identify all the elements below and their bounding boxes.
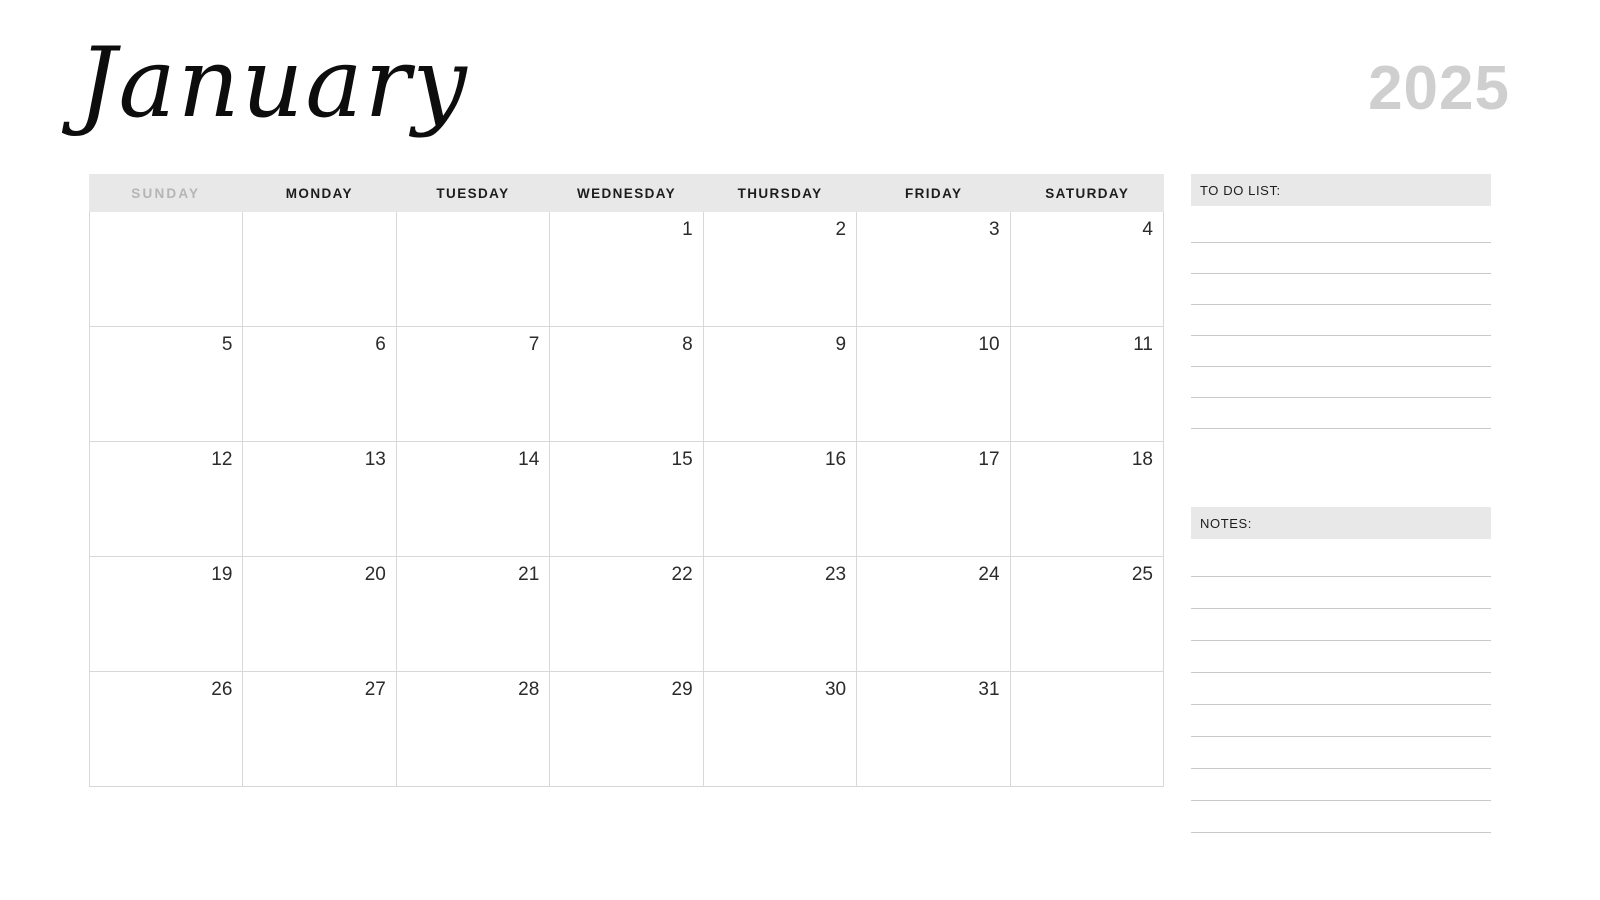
day-cell[interactable]	[704, 442, 857, 557]
weekday-sunday: SUNDAY	[131, 185, 201, 201]
day-cell[interactable]	[89, 212, 243, 327]
day-cell[interactable]	[397, 212, 550, 327]
rule-gap	[1191, 212, 1491, 242]
day-cell[interactable]	[89, 442, 243, 557]
weekday-wednesday: WEDNESDAY	[576, 185, 677, 201]
weekday-friday: FRIDAY	[904, 185, 963, 201]
page-header	[0, 0, 1600, 172]
weekday-saturday: SATURDAY	[1045, 185, 1130, 201]
day-cell[interactable]	[397, 327, 550, 442]
day-cell[interactable]	[89, 672, 243, 787]
day-number: 3	[988, 219, 1000, 240]
day-cell[interactable]	[1011, 557, 1164, 672]
weekday-monday: MONDAY	[285, 185, 353, 201]
day-cell[interactable]	[243, 557, 396, 672]
notes-block	[1191, 507, 1491, 833]
todo-list-lines[interactable]	[1191, 212, 1491, 429]
todo-list-title: TO DO LIST:	[1200, 182, 1281, 198]
day-number: 1	[682, 219, 693, 240]
day-cell[interactable]	[1011, 442, 1164, 557]
day-number: 15	[671, 449, 693, 470]
week-row	[89, 672, 1164, 787]
day-number: 6	[375, 334, 386, 355]
calendar-grid	[89, 174, 1164, 787]
week-row	[89, 557, 1164, 672]
day-cell[interactable]	[550, 212, 703, 327]
day-cell[interactable]	[397, 442, 550, 557]
day-number: 31	[978, 679, 1000, 700]
day-number: 2	[835, 219, 847, 240]
week-row	[89, 327, 1164, 442]
day-cell[interactable]	[550, 442, 703, 557]
day-number: 13	[364, 449, 386, 470]
day-number: 8	[682, 334, 693, 355]
day-cell[interactable]	[1011, 212, 1164, 327]
day-cell[interactable]	[857, 672, 1010, 787]
day-number: 26	[211, 679, 233, 700]
day-number: 4	[1142, 219, 1153, 240]
day-number: 12	[211, 449, 233, 470]
day-cell[interactable]	[243, 672, 396, 787]
rule-gap	[1191, 545, 1491, 576]
side-panel	[1191, 174, 1491, 833]
day-cell[interactable]	[243, 327, 396, 442]
day-number: 27	[364, 679, 386, 700]
week-row	[89, 442, 1164, 557]
notes-header	[1191, 507, 1491, 539]
day-cell[interactable]	[857, 212, 1010, 327]
notes-title: NOTES:	[1200, 515, 1252, 531]
day-cell[interactable]	[857, 327, 1010, 442]
day-number: 5	[221, 334, 233, 355]
day-number: 17	[978, 449, 1000, 470]
day-cell[interactable]	[857, 557, 1010, 672]
rule-gap	[1191, 305, 1491, 335]
day-cell[interactable]	[243, 442, 396, 557]
day-number: 7	[528, 334, 540, 355]
day-cell[interactable]	[243, 212, 396, 327]
rule-gap	[1191, 577, 1491, 608]
rule-gap	[1191, 769, 1491, 800]
day-number: 16	[824, 449, 847, 470]
day-number: 20	[364, 564, 386, 585]
rule-gap	[1191, 641, 1491, 672]
rule-gap	[1191, 801, 1491, 832]
day-cell[interactable]	[89, 327, 243, 442]
rule-gap	[1191, 243, 1491, 273]
week-row	[89, 212, 1164, 327]
day-number: 28	[518, 679, 540, 700]
weekday-tuesday: TUESDAY	[436, 185, 510, 201]
rule-gap	[1191, 737, 1491, 768]
day-number: 18	[1131, 449, 1153, 470]
rule-gap	[1191, 609, 1491, 640]
notes-lines[interactable]	[1191, 545, 1491, 833]
day-number: 9	[835, 334, 847, 355]
rule-gap	[1191, 367, 1491, 397]
weekday-header-row	[89, 174, 1164, 212]
day-cell[interactable]	[1011, 327, 1164, 442]
day-cell[interactable]	[704, 672, 857, 787]
rule-gap	[1191, 274, 1491, 304]
day-cell[interactable]	[397, 557, 550, 672]
year-title: 2025	[1368, 54, 1510, 123]
day-cell[interactable]	[704, 327, 857, 442]
weekday-thursday: THURSDAY	[737, 185, 823, 201]
day-number: 29	[671, 679, 693, 700]
rule-gap	[1191, 398, 1491, 428]
day-number: 19	[211, 564, 233, 585]
rule-gap	[1191, 705, 1491, 736]
day-cell[interactable]	[1011, 672, 1164, 787]
day-cell[interactable]	[550, 672, 703, 787]
day-number: 23	[824, 564, 847, 585]
day-number: 14	[518, 449, 540, 470]
day-cell[interactable]	[397, 672, 550, 787]
day-cell[interactable]	[550, 557, 703, 672]
day-number: 22	[671, 564, 693, 585]
day-number: 24	[978, 564, 1000, 585]
write-line[interactable]	[1191, 428, 1491, 429]
day-cell[interactable]	[704, 212, 857, 327]
day-cell[interactable]	[89, 557, 243, 672]
rule-gap	[1191, 673, 1491, 704]
day-number: 11	[1133, 334, 1153, 355]
day-number: 25	[1131, 564, 1153, 585]
month-title: January	[78, 27, 469, 139]
rule-gap	[1191, 336, 1491, 366]
day-cell[interactable]	[550, 327, 703, 442]
day-number: 10	[978, 334, 1000, 355]
todo-list-header	[1191, 174, 1491, 206]
day-cell[interactable]	[857, 442, 1010, 557]
day-number: 21	[518, 564, 540, 585]
write-line[interactable]	[1191, 832, 1491, 833]
day-number: 30	[824, 679, 847, 700]
day-cell[interactable]	[704, 557, 857, 672]
